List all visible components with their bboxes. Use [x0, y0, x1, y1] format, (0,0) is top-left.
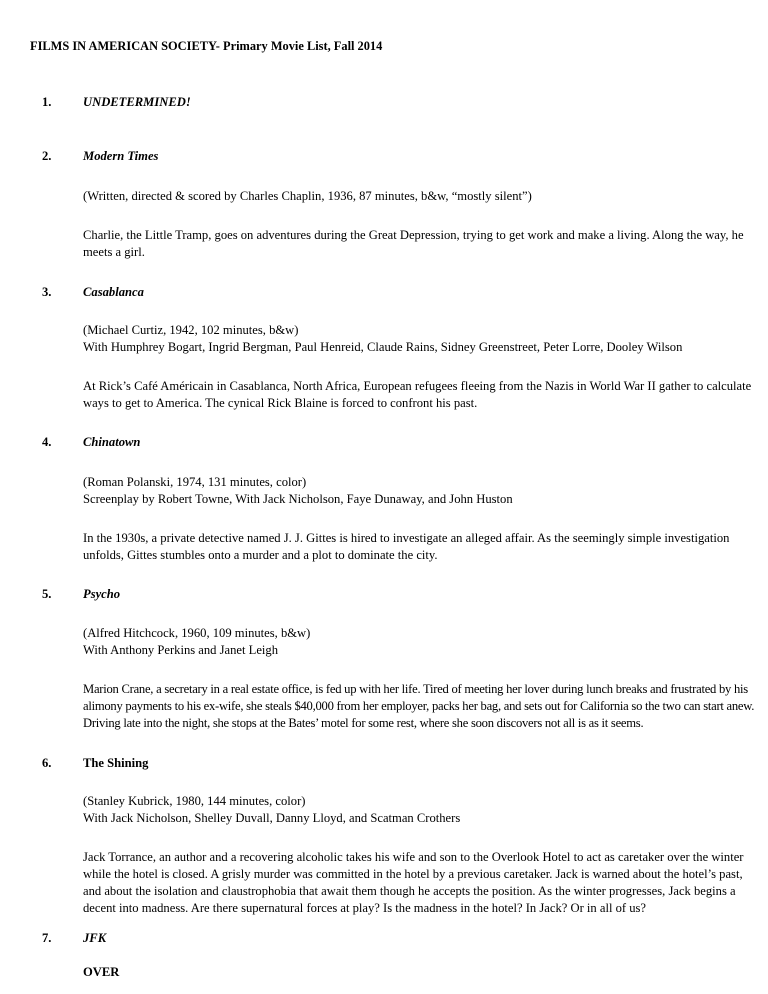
- film-number: 7.: [42, 931, 52, 945]
- film-title: Modern Times: [83, 149, 159, 163]
- film-cast: With Anthony Perkins and Janet Leigh: [83, 643, 279, 657]
- film-number: 5.: [42, 587, 52, 601]
- film-title: Casablanca: [83, 285, 144, 299]
- film-synopsis: Jack Torrance, an author and a recovering alcoholic takes his wife and son to the Overlook Hotel to act as caretaker over the winter while the hotel is closed. A grisly murder was committed in the hotel by a previous caretaker. Jack is warned about the hotel’s past, and about the isolation and claustrophobia that await them though he accepts the position. As the winter progresses, Jack begins a decent into madness. Are there supernatural forces at play? Is the madness in the hotel? In Jack? Or in all of us?: [83, 850, 744, 915]
- film-number: 6.: [42, 756, 52, 770]
- film-number: 1.: [42, 95, 52, 109]
- film-synopsis: Marion Crane, a secretary in a real estate office, is fed up with her life. Tired of meeting her lover during lunch breaks and frustrated by his alimony payments to his ex-wife, she steals $40,000 from her employer, packs her bag, and sets out for California so the two can start anew. Driving late into the night, she stops at the Bates’ motel for some rest, where she soon discovers not all is as it seems.: [83, 682, 755, 730]
- film-number: 4.: [42, 435, 52, 449]
- document-title: FILMS IN AMERICAN SOCIETY- Primary Movie List, Fall 2014: [30, 39, 383, 53]
- film-synopsis: In the 1930s, a private detective named J. J. Gittes is hired to investigate an alleged affair. As the seemingly simple investigation unfolds, Gittes stumbles onto a murder and a plot to dominate the city.: [83, 531, 730, 562]
- film-title: Chinatown: [83, 435, 141, 449]
- film-credits: (Alfred Hitchcock, 1960, 109 minutes, b&w): [83, 626, 311, 640]
- film-title: Psycho: [83, 587, 121, 601]
- film-title: UNDETERMINED!: [83, 95, 191, 109]
- film-credits: (Michael Curtiz, 1942, 102 minutes, b&w): [83, 323, 299, 337]
- film-cast: With Jack Nicholson, Shelley Duvall, Danny Lloyd, and Scatman Crothers: [83, 811, 461, 825]
- film-credits: (Roman Polanski, 1974, 131 minutes, color): [83, 475, 307, 489]
- film-title: JFK: [83, 931, 107, 945]
- film-number: 2.: [42, 149, 52, 163]
- film-cast: With Humphrey Bogart, Ingrid Bergman, Paul Henreid, Claude Rains, Sidney Greenstreet, Peter Lorre, Dooley Wilson: [83, 340, 683, 354]
- film-synopsis: At Rick’s Café Américain in Casablanca, North Africa, European refugees fleeing from the Nazis in World War II gather to calculate ways to get to America. The cynical Rick Blaine is forced to confront his past.: [83, 379, 752, 410]
- film-cast: Screenplay by Robert Towne, With Jack Nicholson, Faye Dunaway, and John Huston: [83, 492, 513, 506]
- film-number: 3.: [42, 285, 52, 299]
- film-credits: (Written, directed & scored by Charles Chaplin, 1936, 87 minutes, b&w, “mostly silent”): [83, 189, 532, 203]
- page-footer-over: OVER: [83, 965, 120, 979]
- film-title: The Shining: [83, 756, 149, 770]
- film-synopsis: Charlie, the Little Tramp, goes on adventures during the Great Depression, trying to get work and make a living. Along the way, he meets a girl.: [83, 228, 744, 259]
- film-credits: (Stanley Kubrick, 1980, 144 minutes, color): [83, 794, 306, 808]
